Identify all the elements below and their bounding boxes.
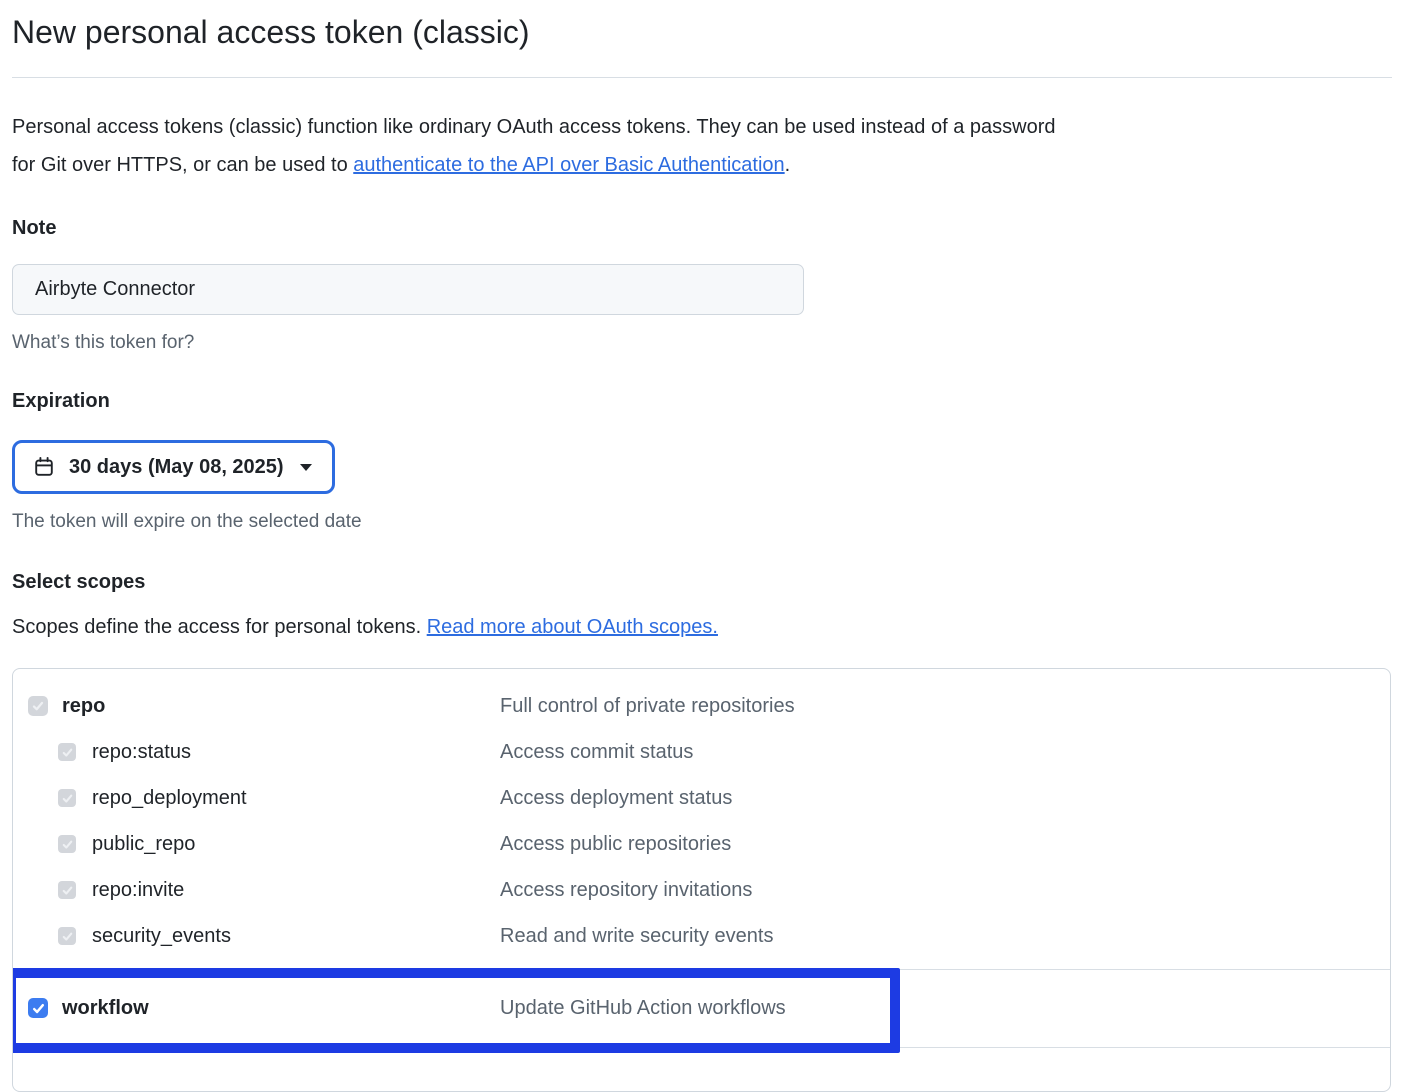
- scopes-description-text: Scopes define the access for personal tokens.: [12, 616, 427, 638]
- check-icon: [61, 884, 74, 897]
- basic-auth-link[interactable]: authenticate to the API over Basic Authentication: [353, 154, 785, 176]
- check-icon: [31, 1001, 46, 1016]
- scope-row-security-events: [13, 913, 1390, 959]
- scope-name: repo:status: [92, 740, 191, 763]
- note-help-text: What’s this token for?: [12, 332, 195, 353]
- repo-status-checkbox[interactable]: [58, 743, 76, 761]
- select-scopes-heading: Select scopes: [12, 571, 146, 593]
- intro-line1: Personal access tokens (classic) function like ordinary OAuth access tokens. They can be used instead of a password: [12, 116, 1056, 138]
- intro-line2: [12, 146, 1392, 184]
- scope-description: Access public repositories: [500, 832, 732, 855]
- scope-row-repo-deployment: [13, 775, 1390, 821]
- public-repo-checkbox[interactable]: [58, 835, 76, 853]
- security-events-checkbox[interactable]: [58, 927, 76, 945]
- expiration-selected-value: 30 days (May 08, 2025): [69, 455, 284, 478]
- scope-description: Access deployment status: [500, 786, 733, 809]
- scope-name: public_repo: [92, 832, 196, 855]
- check-icon: [61, 746, 74, 759]
- scope-description: Update GitHub Action workflows: [500, 996, 786, 1019]
- scope-name: workflow: [62, 996, 149, 1019]
- scope-row-repo-status: [13, 729, 1390, 775]
- note-field: [12, 214, 1392, 357]
- scope-row-repo: [13, 683, 1390, 729]
- scope-name: repo: [62, 694, 106, 717]
- caret-down-icon: [300, 464, 312, 471]
- scope-name: repo:invite: [92, 878, 185, 901]
- expiration-field: [12, 387, 1392, 536]
- intro-line2-text: for Git over HTTPS, or can be used to: [12, 154, 354, 176]
- scope-description: Access commit status: [500, 740, 694, 763]
- scopes-description: [12, 612, 1392, 642]
- scope-name: security_events: [92, 924, 231, 947]
- scope-row-repo-invite: [13, 867, 1390, 913]
- next-scope-group-cutoff: [13, 1047, 1390, 1087]
- scopes-table: [12, 668, 1391, 1092]
- scope-name: repo_deployment: [92, 786, 247, 809]
- scope-description: Access repository invitations: [500, 878, 753, 901]
- repo-invite-checkbox[interactable]: [58, 881, 76, 899]
- workflow-checkbox[interactable]: [28, 998, 48, 1018]
- intro-paragraph: [12, 108, 1392, 184]
- oauth-scopes-link[interactable]: Read more about OAuth scopes.: [426, 616, 718, 638]
- scope-description: Full control of private repositories: [500, 694, 795, 717]
- scope-row-public-repo: [13, 821, 1390, 867]
- calendar-icon: [33, 456, 55, 478]
- scope-group-repo: [13, 669, 1390, 969]
- repo-deployment-checkbox[interactable]: [58, 789, 76, 807]
- scope-group-workflow: [13, 969, 1390, 1047]
- expiration-help-text: The token will expire on the selected date: [12, 511, 362, 532]
- check-icon: [61, 838, 74, 851]
- page-title: New personal access token (classic): [12, 0, 1392, 78]
- check-icon: [61, 792, 74, 805]
- check-icon: [31, 699, 45, 713]
- expiration-dropdown-button[interactable]: [12, 440, 335, 494]
- expiration-label: Expiration: [12, 390, 110, 412]
- scope-description: Read and write security events: [500, 924, 774, 947]
- note-label: Note: [12, 217, 57, 239]
- scope-row-workflow: [13, 985, 1390, 1031]
- note-input[interactable]: [12, 264, 804, 315]
- check-icon: [61, 930, 74, 943]
- intro-line2-period: .: [784, 154, 791, 176]
- repo-checkbox[interactable]: [28, 696, 48, 716]
